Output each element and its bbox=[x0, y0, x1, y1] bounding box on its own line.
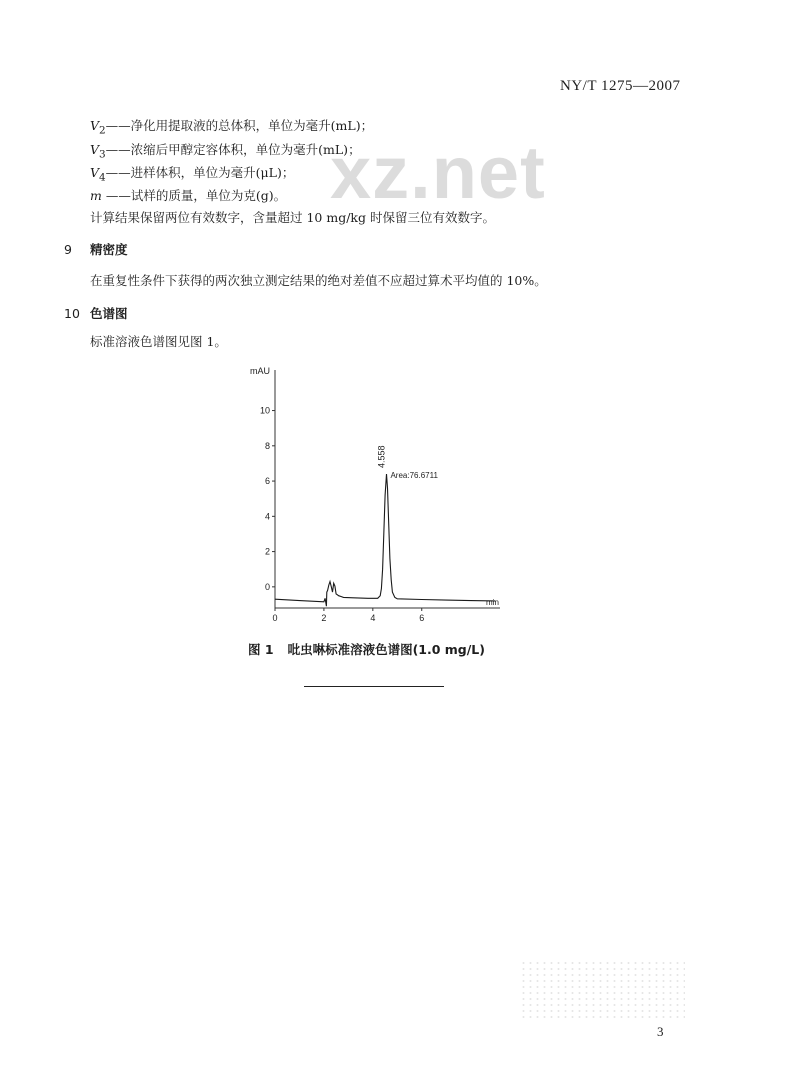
definition-text: 试样的质量，单位为克(g)。 bbox=[130, 188, 287, 203]
x-axis-label: min bbox=[486, 598, 499, 607]
figure-caption bbox=[248, 640, 485, 658]
definition-text: 浓缩后甲醇定容体积，单位为毫升(mL)； bbox=[130, 142, 361, 157]
dash: —— bbox=[105, 165, 131, 180]
scan-noise bbox=[520, 960, 685, 1020]
figure-label: 图 1 bbox=[248, 642, 274, 657]
subscript: 2 bbox=[99, 124, 106, 137]
watermark: xz.net bbox=[330, 131, 546, 214]
dash: —— bbox=[105, 142, 131, 157]
section-10-body: 标准溶液色谱图见图 1。 bbox=[90, 334, 227, 349]
definition-text: 净化用提取液的总体积，单位为毫升(mL)； bbox=[130, 118, 374, 133]
section-title: 精密度 bbox=[90, 242, 128, 257]
y-axis-label: mAU bbox=[250, 366, 270, 376]
x-tick-label: 6 bbox=[419, 613, 425, 623]
dash: —— bbox=[105, 118, 131, 133]
x-tick-label: 4 bbox=[370, 613, 376, 623]
chromatogram-chart bbox=[244, 362, 514, 632]
definition-v3 bbox=[90, 140, 361, 161]
subscript: 4 bbox=[99, 171, 106, 184]
end-rule bbox=[304, 686, 444, 687]
y-tick-label: 2 bbox=[264, 546, 270, 557]
section-10-heading bbox=[64, 304, 128, 322]
section-9-body: 在重复性条件下获得的两次独立测定结果的绝对差值不应超过算术平均值的 10%。 bbox=[90, 273, 547, 288]
dash: —— bbox=[101, 188, 131, 203]
y-tick-label: 4 bbox=[264, 511, 270, 522]
section-title: 色谱图 bbox=[90, 306, 128, 321]
section-number: 10 bbox=[64, 306, 80, 321]
y-tick-label: 10 bbox=[259, 405, 270, 416]
definition-v2 bbox=[90, 116, 373, 137]
definition-v4 bbox=[90, 163, 294, 184]
chromatogram-trace bbox=[275, 474, 495, 606]
figure-title: 吡虫啉标准溶液色谱图(1.0 mg/L) bbox=[287, 642, 485, 657]
x-tick-label: 0 bbox=[272, 613, 278, 623]
x-ticks bbox=[272, 608, 424, 623]
symbol: V bbox=[90, 118, 100, 133]
y-tick-label: 8 bbox=[264, 440, 270, 451]
calculation-note: 计算结果保留两位有效数字，含量超过 10 mg/kg 时保留三位有效数字。 bbox=[90, 210, 495, 225]
symbol: V bbox=[90, 142, 100, 157]
y-tick-label: 6 bbox=[264, 476, 270, 487]
y-tick-label: 0 bbox=[264, 581, 270, 592]
peak-retention-label: 4.558 bbox=[376, 445, 387, 469]
definition-m bbox=[90, 186, 286, 207]
symbol: m bbox=[90, 188, 102, 203]
symbol: V bbox=[90, 165, 100, 180]
x-tick-label: 2 bbox=[321, 613, 327, 623]
peak-area-label: Area:76.6711 bbox=[390, 471, 438, 481]
y-ticks bbox=[260, 406, 275, 592]
definition-text: 进样体积，单位为毫升(μL)； bbox=[130, 165, 295, 180]
subscript: 3 bbox=[99, 148, 106, 161]
standard-code: NY/T 1275—2007 bbox=[560, 78, 681, 94]
page-number: 3 bbox=[657, 1024, 664, 1039]
section-9-heading bbox=[64, 240, 128, 258]
section-number: 9 bbox=[64, 242, 72, 257]
